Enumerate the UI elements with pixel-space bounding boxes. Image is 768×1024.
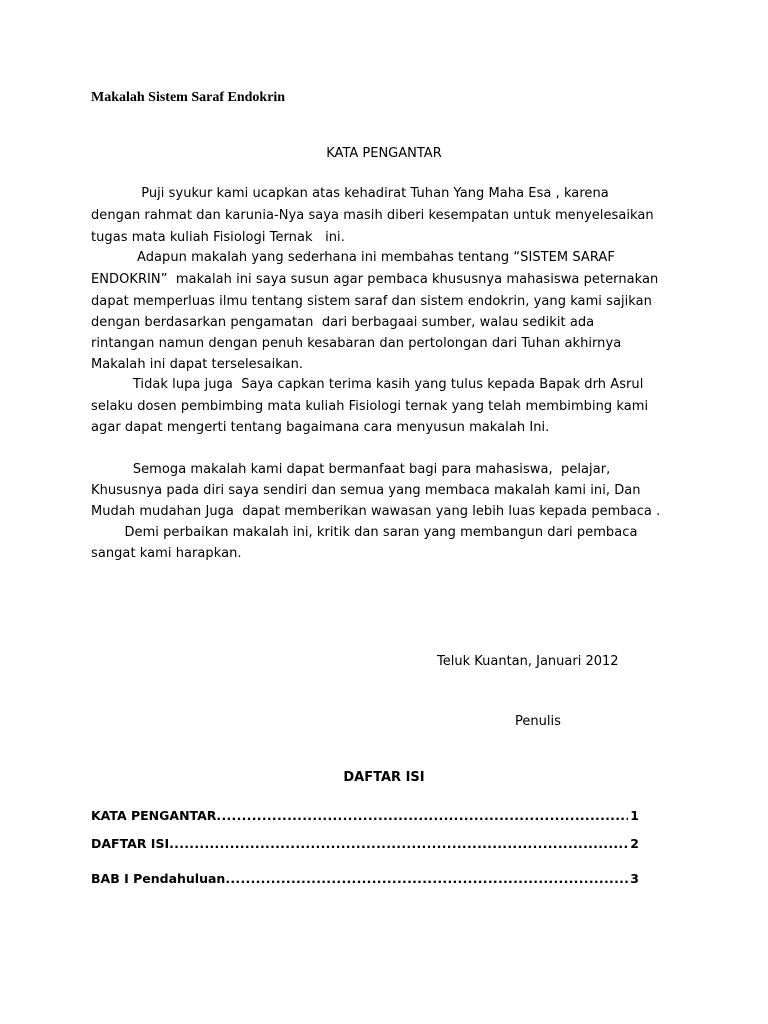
preface-line: dengan rahmat dan karunia-Nya saya masih diberi kesempatan untuk menyelesaikan [91, 208, 654, 223]
preface-line: tugas mata kuliah Fisiologi Ternak ini. [91, 230, 345, 245]
toc-entry [91, 808, 639, 823]
preface-line: ENDOKRIN” makalah ini saya susun agar pembaca khususnya mahasiswa peternakan [91, 272, 659, 287]
preface-line: agar dapat mengerti tentang bagaimana cara menyusun makalah Ini. [91, 420, 550, 435]
preface-line: rintangan namun dengan penuh kesabaran dan pertolongan dari Tuhan akhirnya [91, 336, 622, 351]
toc-entry [91, 871, 639, 886]
toc-entry-page: 2 [630, 836, 639, 851]
toc-entry-label: BAB I Pendahuluan [91, 871, 226, 886]
toc-heading: DAFTAR ISI [343, 770, 425, 785]
preface-line: Demi perbaikan makalah ini, kritik dan saran yang membangun dari pembaca [91, 525, 638, 540]
preface-line: Adapun makalah yang sederhana ini membahas tentang “SISTEM SARAF [91, 250, 615, 265]
preface-line: dapat memperluas ilmu tentang sistem saraf dan sistem endokrin, yang kami sajikan [91, 294, 652, 309]
preface-line: sangat kami harapkan. [91, 546, 242, 561]
toc-leader-dots [169, 836, 628, 851]
preface-line: selaku dosen pembimbing mata kuliah Fisiologi ternak yang telah membimbing kami [91, 399, 649, 414]
preface-line: Semoga makalah kami dapat bermanfaat bagi para mahasiswa, pelajar, [91, 462, 611, 477]
preface-line: dengan berdasarkan pengamatan dari berbagaai sumber, walau sedikit ada [91, 315, 595, 330]
preface-heading: KATA PENGANTAR [326, 146, 442, 161]
author-label: Penulis [515, 714, 561, 729]
toc-leader-dots [216, 808, 628, 823]
toc-entry [91, 836, 639, 851]
preface-line: Makalah ini dapat terselesaikan. [91, 357, 304, 372]
toc-entry-page: 1 [630, 808, 639, 823]
toc-entry-label: KATA PENGANTAR [91, 808, 217, 823]
document-title: Makalah Sistem Saraf Endokrin [91, 90, 286, 105]
preface-line: Khususnya pada diri saya sendiri dan semua yang membaca makalah kami ini, Dan [91, 483, 641, 498]
toc-entry-page: 3 [630, 871, 639, 886]
toc-entry-label: DAFTAR ISI [91, 836, 170, 851]
toc-leader-dots [225, 871, 628, 886]
preface-line: Mudah mudahan Juga dapat memberikan wawasan yang lebih luas kepada pembaca . [91, 504, 661, 519]
preface-line: Puji syukur kami ucapkan atas kehadirat Tuhan Yang Maha Esa , karena [91, 186, 609, 201]
place-date: Teluk Kuantan, Januari 2012 [437, 654, 619, 669]
preface-line: Tidak lupa juga Saya capkan terima kasih yang tulus kepada Bapak drh Asrul [91, 377, 644, 392]
